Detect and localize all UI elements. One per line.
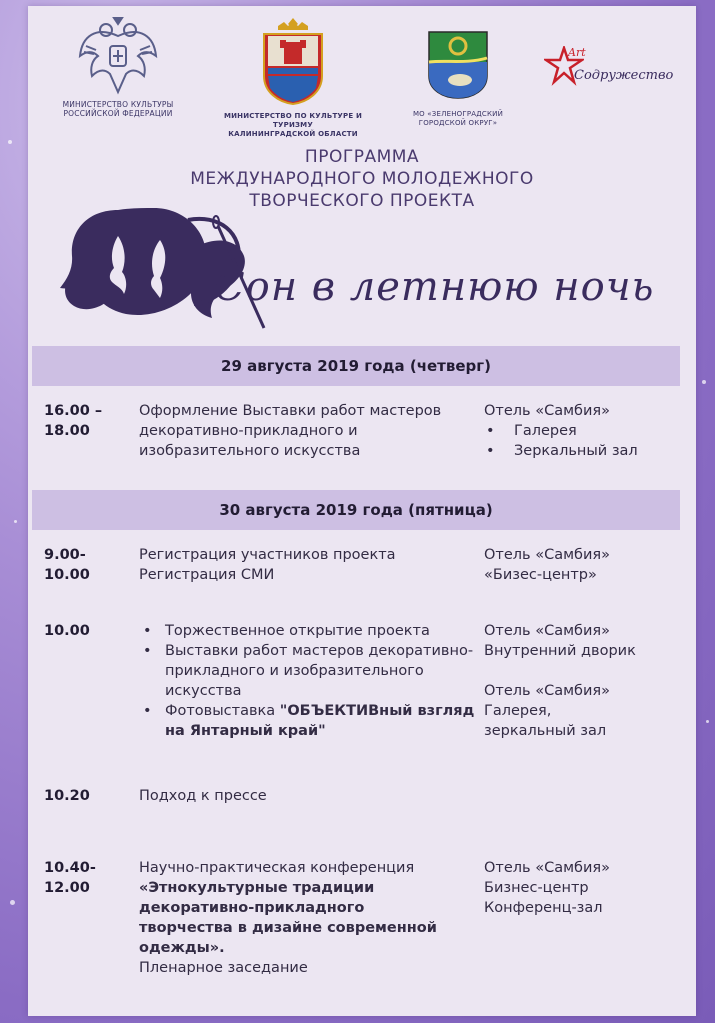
schedule-row — [44, 858, 684, 988]
time-start: 9.00- — [44, 547, 86, 563]
time-start: 16.00 – — [44, 403, 103, 419]
venue-name: Отель «Самбия» — [484, 547, 610, 563]
project-name-script: Сон в летнюю ночь — [214, 264, 655, 310]
title-line: ТВОРЧЕСКОГО ПРОЕКТА — [249, 191, 475, 211]
sparkle — [702, 380, 706, 384]
event-description — [139, 545, 469, 585]
sparkle — [706, 720, 709, 723]
list-item: • Галерея — [484, 421, 684, 441]
venue-hall: Галерея, — [484, 703, 552, 719]
day-header-30-august: 30 августа 2019 года (пятница) — [32, 490, 680, 530]
event-description: Оформление Выставки работ мастеров декоративно-прикладного и изобразительного искусства — [139, 403, 442, 459]
schedule-row — [44, 621, 684, 756]
list-item — [139, 701, 479, 741]
list-item: • Выставки работ мастеров декоративно-прикладного и изобразительного искусства — [139, 641, 479, 701]
sparkle — [8, 140, 12, 144]
bullet-prefix: Фотовыставка — [165, 703, 280, 719]
logo-ministry-culture — [38, 16, 198, 118]
conference-title: «Этнокультурные традиции декоративно-прикладного творчества в дизайне современной одежды». — [139, 880, 437, 956]
event-location — [484, 401, 684, 461]
venue-hall: Бизнес-центр — [484, 880, 589, 896]
schedule-row — [44, 401, 684, 471]
list-item: • Торжественное открытие проекта — [139, 621, 479, 641]
mo-caption — [398, 110, 518, 128]
time-slot — [44, 858, 124, 898]
description-line: Регистрация участников проекта — [139, 547, 396, 563]
event-location — [484, 858, 684, 918]
venue-hall: «Бизес-центр» — [484, 567, 597, 583]
event-location — [484, 545, 684, 585]
time-end: 18.00 — [44, 423, 90, 439]
photo-exhibition-title: "ОБЪЕКТИВный взгляд на Янтарный край" — [165, 703, 475, 739]
sparkle — [14, 520, 17, 523]
day-header-29-august: 29 августа 2019 года (четверг) — [32, 346, 680, 386]
ministry-culture-caption — [38, 100, 198, 118]
caption-line: МО «ЗЕЛЕНОГРАДСКИЙ — [412, 110, 504, 118]
venue-name: Отель «Самбия» — [484, 403, 610, 419]
title-line: МЕЖДУНАРОДНОГО МОЛОДЕЖНОГО — [190, 169, 534, 189]
caption-line: МИНИСТЕРСТВО ПО КУЛЬТУРЕ И ТУРИЗМУ — [223, 112, 363, 129]
venue-name: Отель «Самбия» — [484, 860, 610, 876]
event-description — [139, 858, 459, 978]
double-eagle-emblem-icon — [76, 16, 160, 96]
time-start: 10.40- — [44, 860, 96, 876]
schedule-row — [44, 786, 684, 808]
logo-ministry-tourism — [208, 16, 378, 139]
sparkle — [10, 900, 15, 905]
ministry-tourism-caption — [208, 112, 378, 139]
schedule-row — [44, 545, 684, 589]
logo-zelenogradsk — [398, 30, 518, 128]
spacer — [484, 661, 684, 681]
description-line: Регистрация СМИ — [139, 567, 275, 583]
venue-hall: зеркальный зал — [484, 723, 607, 739]
venue-hall: Внутренний дворик — [484, 643, 636, 659]
sodruzhestvo-name: Содружество — [574, 68, 674, 83]
venue-name: Отель «Самбия» — [484, 623, 610, 639]
caption-line: РОССИЙСКОЙ ФЕДЕРАЦИИ — [63, 109, 173, 118]
venue-hall: Конференц-зал — [484, 900, 603, 916]
time-slot: 10.00 — [44, 623, 90, 639]
description-line: Пленарное заседание — [139, 960, 308, 976]
venue-name: Отель «Самбия» — [484, 683, 610, 699]
caption-line: ГОРОДСКОЙ ОКРУГ» — [418, 119, 498, 127]
event-bullet-list — [139, 621, 479, 741]
kaliningrad-coat-of-arms-icon — [258, 16, 328, 106]
event-description: Подход к прессе — [139, 788, 267, 804]
event-description — [139, 621, 479, 741]
time-slot — [44, 401, 124, 441]
description-line: Научно-практическая конференция — [139, 860, 415, 876]
caption-line: МИНИСТЕРСТВО КУЛЬТУРЫ — [62, 100, 174, 109]
logo-strip — [28, 16, 696, 141]
logo-art-sodruzhestvo — [538, 46, 678, 96]
program-sheet — [28, 6, 696, 1016]
time-end: 12.00 — [44, 880, 90, 896]
caption-line: КАЛИНИНГРАДСКОЙ ОБЛАСТИ — [228, 130, 358, 138]
event-location — [484, 621, 684, 741]
time-end: 10.00 — [44, 567, 90, 583]
program-title — [28, 146, 696, 212]
title-line: ПРОГРАММА — [304, 147, 420, 167]
list-item: • Зеркальный зал — [484, 441, 684, 461]
time-slot — [44, 545, 124, 585]
zelenogradsk-coat-of-arms-icon — [427, 30, 489, 100]
art-mark: Art — [568, 46, 586, 59]
venue-halls-list — [484, 421, 684, 461]
time-slot: 10.20 — [44, 788, 90, 804]
